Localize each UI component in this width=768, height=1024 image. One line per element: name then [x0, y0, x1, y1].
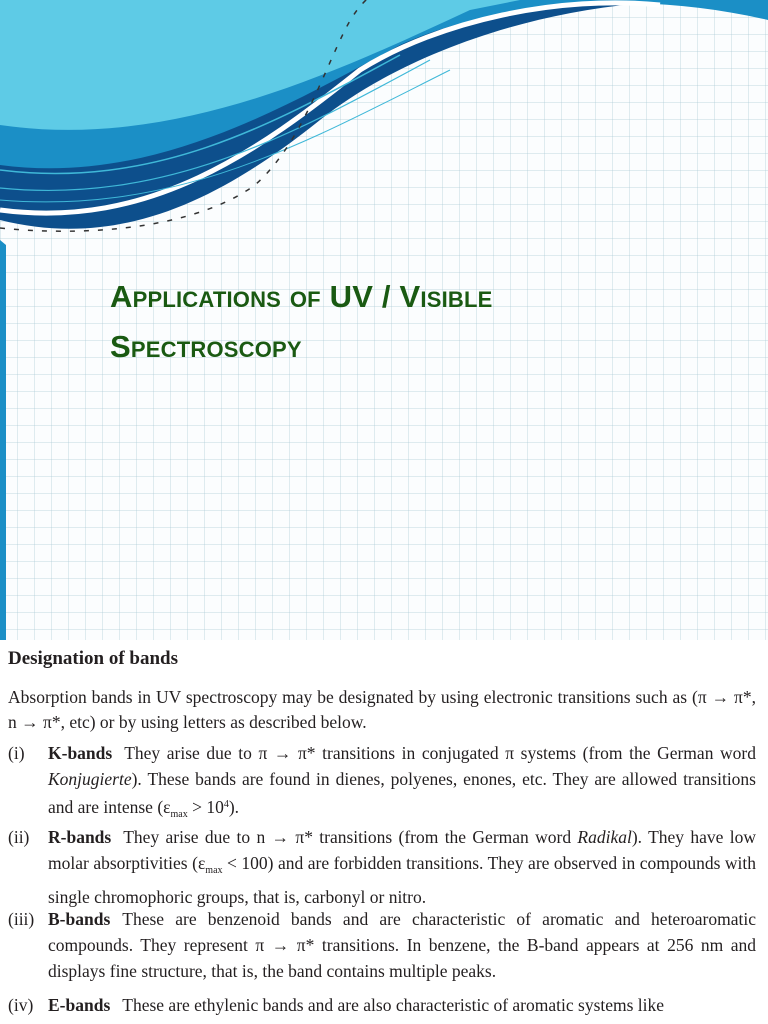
k-bands-text-d: ).: [228, 797, 240, 817]
list-item-b-bands: [8, 906, 756, 984]
list-marker: (iv): [8, 995, 34, 1015]
k-bands-word: Konjugierte: [48, 769, 132, 789]
k-bands-text-c: > 10: [187, 797, 224, 817]
e-bands-text: These are ethylenic bands and are also characteristic of aromatic systems like: [122, 995, 665, 1015]
term-e-bands: E-bands: [48, 995, 111, 1015]
slide-title-line1: Applications of UV / Visible: [110, 279, 493, 314]
k-bands-text-b: ). These bands are found in dienes, polyenes, enones, etc. They are allowed transitions and are intense (ε: [48, 769, 756, 817]
k-bands-text-a: They arise due to π → π* transitions in conjugated π systems (from the German word: [124, 743, 756, 763]
list-item-r-bands: [8, 824, 756, 910]
list-marker: (iii): [8, 909, 35, 929]
term-r-bands: R-bands: [48, 827, 112, 847]
list-item-e-bands: [8, 992, 756, 1018]
intro-paragraph: Absorption bands in UV spectroscopy may be designated by using electronic transitions such as (π → π*, n → π*, etc) or by using letters as described below.: [8, 687, 756, 732]
epsilon-subscript: max: [205, 865, 223, 876]
epsilon-subscript: max: [170, 809, 188, 820]
term-b-bands: B-bands: [48, 909, 111, 929]
slide-title: [110, 272, 493, 372]
document-page: [0, 640, 768, 1024]
term-k-bands: K-bands: [48, 743, 113, 763]
r-bands-word: Radikal: [577, 827, 632, 847]
b-bands-text: These are benzenoid bands and are characteristic of aromatic and heteroaromatic compounds. They represent π → π* transitions. In benzene, the B-band appears at 256 nm and displays fine structure, that is, the band contains multiple peaks.: [48, 909, 756, 981]
left-accent-band: [0, 240, 6, 640]
list-marker: (i): [8, 743, 25, 763]
r-bands-text-b: ). They have low molar absorptivities (ε: [48, 827, 756, 873]
r-bands-text-a: They arise due to n → π* transitions (from the German word: [123, 827, 578, 847]
list-item-k-bands: [8, 740, 756, 828]
r-bands-text-c: < 100) and are forbidden transitions. They are observed in compounds with single chromophoric groups, that is, carbonyl or nitro.: [48, 853, 756, 907]
slide-title-line2: Spectroscopy: [110, 329, 302, 364]
list-marker: (ii): [8, 827, 30, 847]
section-heading: Designation of bands: [8, 648, 178, 669]
exponent-superscript: 4: [223, 799, 229, 810]
